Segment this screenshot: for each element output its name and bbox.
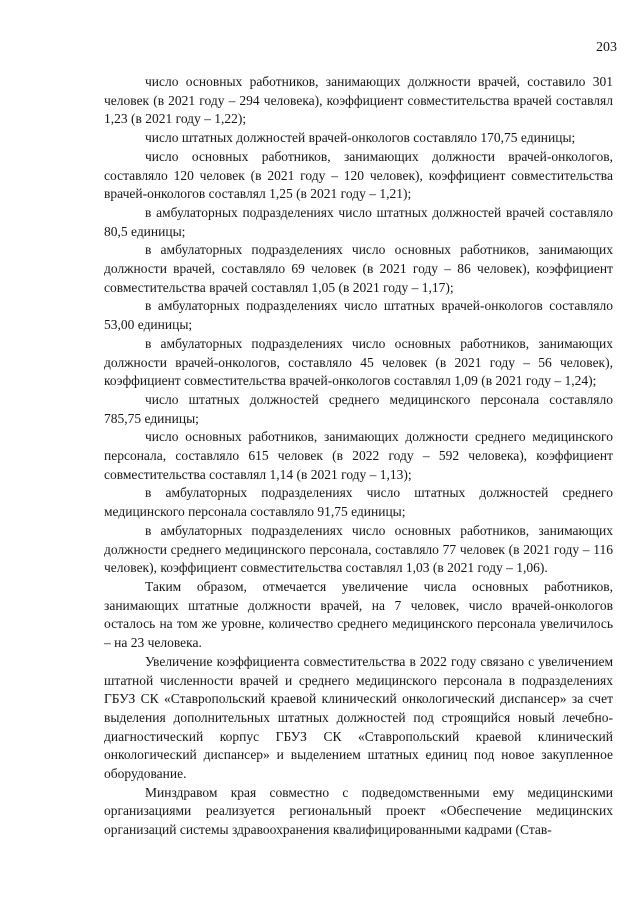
page-number: 203 xyxy=(596,40,617,55)
paragraph: число основных работников, занимающих должности врачей, составило 301 человек (в 2021 году – 294 человека), коэффициент совместительства врачей составлял 1,23 (в 2021 году – 1,22); xyxy=(104,74,613,127)
paragraph: Таким образом, отмечается увеличение числа основных работников, занимающих штатные должности врачей, на 7 человек, число врачей-онкологов осталось на том же уровне, количество среднего медицинского персонала увеличилось – на 23 человека. xyxy=(104,578,613,651)
paragraph: в амбулаторных подразделениях число основных работников, занимающих должности врачей, составляло 69 человек (в 2021 году – 86 человек), коэффициент совместительства врачей составлял 1,05 (в 2021 году – 1,17); xyxy=(104,242,613,295)
paragraph: число основных работников, занимающих должности врачей-онкологов, составляло 120 человек (в 2021 году – 120 человек), коэффициент совместительства врачей-онкологов составлял 1,25 (в 2021 году – 1,21); xyxy=(104,148,613,202)
document-body xyxy=(104,73,613,840)
paragraph: число основных работников, занимающих должности среднего медицинского персонала, составляло 615 человек (в 2022 году – 592 человека), коэффициент совместительства составлял 1,14 (в 2021 году – 1,13); xyxy=(104,429,613,482)
paragraph: в амбулаторных подразделениях число основных работников, занимающих должности врачей-онкологов, составляло 45 человек (в 2021 году – 56 человек), коэффициент совместительства врачей-онкологов составлял 1,09 (в 2021 году – 1,24); xyxy=(104,335,613,389)
paragraph: число штатных должностей среднего медицинского персонала составляло 785,75 единицы; xyxy=(104,391,613,426)
paragraph: в амбулаторных подразделениях число основных работников, занимающих должности среднего медицинского персонала, составляло 77 человек (в 2021 году – 116 человек), коэффициент совместительства составлял 1,03 (в 2021 году – 1,06). xyxy=(104,522,613,576)
paragraph: в амбулаторных подразделениях число штатных должностей врачей составляло 80,5 единицы; xyxy=(104,204,613,239)
paragraph: в амбулаторных подразделениях число штатных врачей-онкологов составляло 53,00 единицы; xyxy=(104,298,613,333)
paragraph: в амбулаторных подразделениях число штатных должностей среднего медицинского персонала составляло 91,75 единицы; xyxy=(104,485,613,520)
paragraph: Минздравом края совместно с подведомственными ему медицинскими организациями реализуется региональный проект «Обеспечение медицинских организаций системы здравоохранения квалифицированными кадрами (Став- xyxy=(104,784,613,838)
paragraph: число штатных должностей врачей-онкологов составляло 170,75 единицы; xyxy=(145,130,576,146)
paragraph: Увеличение коэффициента совместительства в 2022 году связано с увеличением штатной численности врачей и среднего медицинского персонала в подразделениях ГБУЗ СК «Ставропольский краевой клинический онкологический диспансер» за счет выделения дополнительных штатных должностей под строящийся новый лечебно-диагностический корпус ГБУЗ СК «Ставропольский краевой клинический онкологический диспансер» и выделением штатных единиц под новое закупленное оборудование. xyxy=(104,653,613,782)
